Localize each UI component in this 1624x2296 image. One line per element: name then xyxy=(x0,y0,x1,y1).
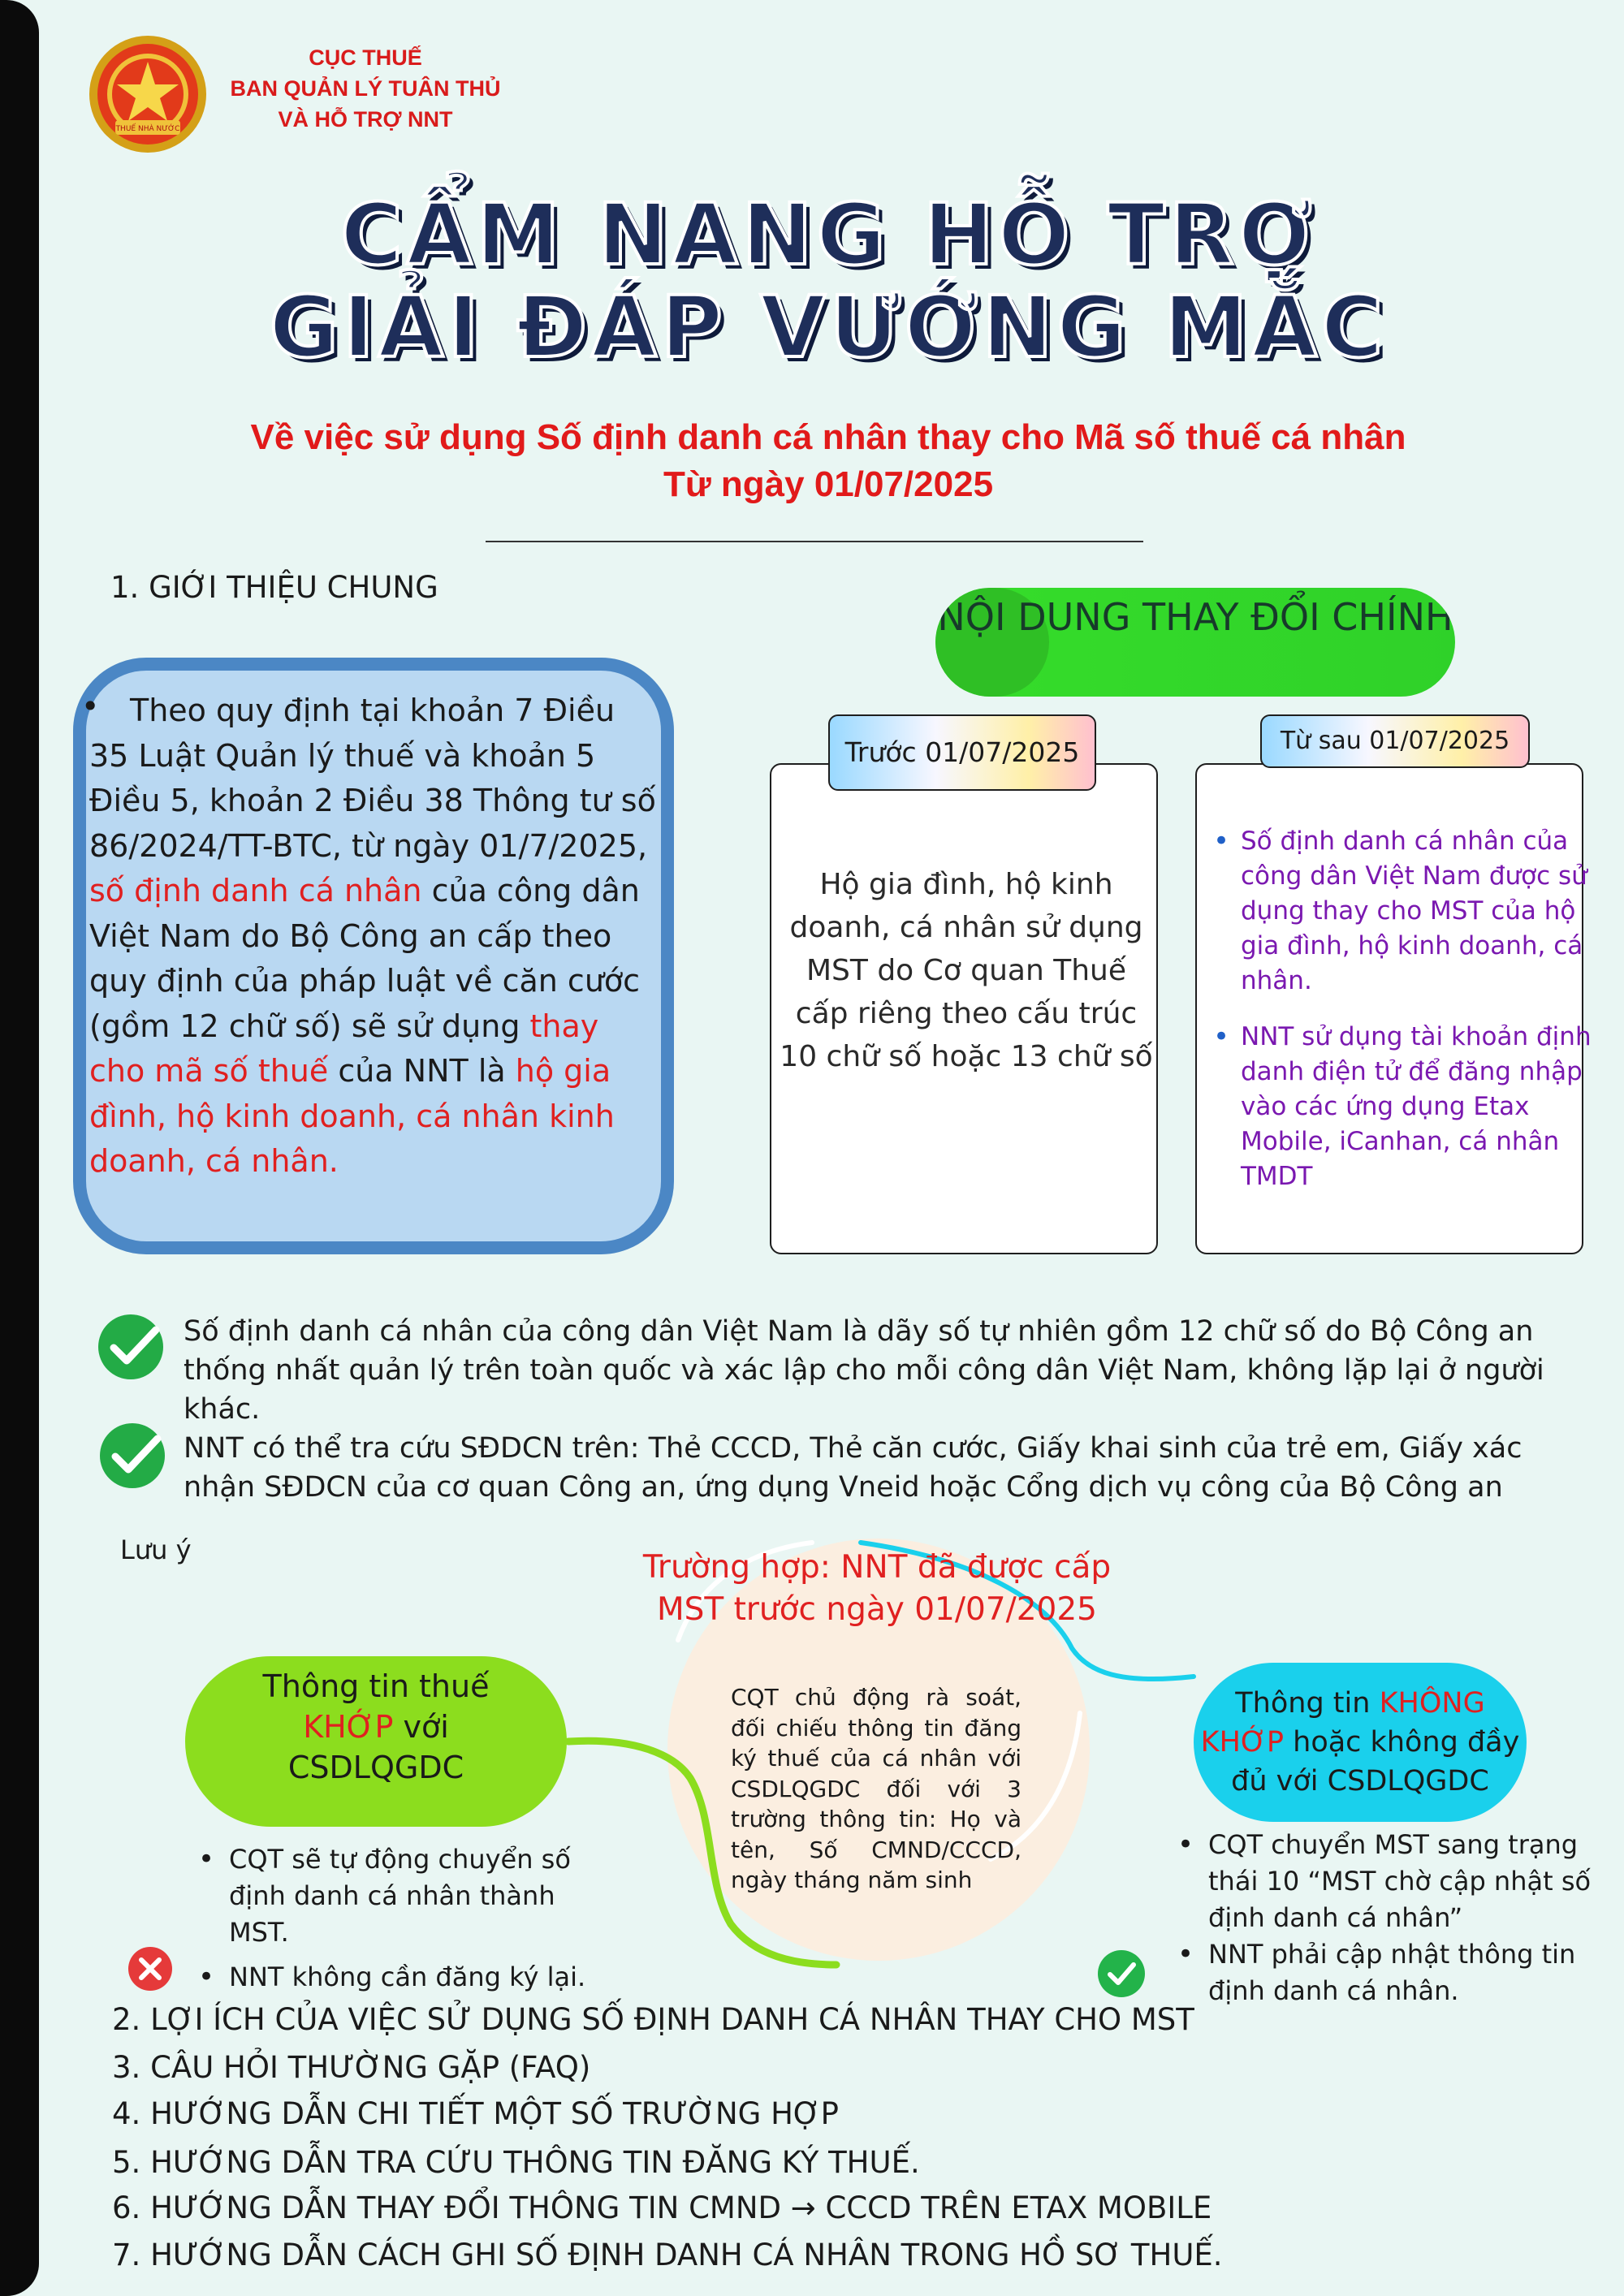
match-line-3: CSDLQGDC xyxy=(287,1750,464,1785)
toc-item-3: 3. CÂU HỎI THƯỜNG GẶP (FAQ) xyxy=(112,2050,591,2085)
note-1: Số định danh cá nhân của công dân Việt Nam là dãy số tự nhiên gồm 12 chữ số do Bộ Công an thống nhất quản lý trên toàn quốc và xác lập cho mỗi công dân Việt Nam, không lặp lại ở người khác. xyxy=(184,1315,1544,1426)
toc-item-4: 4. HƯỚNG DẪN CHI TIẾT MỘT SỐ TRƯỜNG HỢP xyxy=(112,2096,839,2131)
nomatch-post-2: đủ với CSDLQGDC xyxy=(1231,1765,1489,1798)
nomatch-list xyxy=(1208,1827,1598,2009)
match-item: • NNT không cần đăng ký lại. xyxy=(229,1959,586,1996)
intro-highlight-1: số định danh cá nhân xyxy=(89,873,422,908)
agency-line-3: VÀ HỖ TRỢ NNT xyxy=(278,107,453,132)
before-text: Hộ gia đình, hộ kinh doanh, cá nhân sử dụng MST do Cơ quan Thuế cấp riêng theo cấu trúc 10 chữ số hoặc 13 chữ số xyxy=(780,868,1153,1073)
toc-item-7: 7. HƯỚNG DẪN CÁCH GHI SỐ ĐỊNH DANH CÁ NHÂN TRONG HỒ SƠ THUẾ. xyxy=(112,2238,1223,2272)
agency-line-1: CỤC THUẾ xyxy=(309,45,422,70)
title-line-1: CẨM NANG HỖ TRỢ xyxy=(340,185,1316,284)
intro-part-2: của công dân Việt Nam do Bộ Công an cấp theo quy định của pháp luật về căn cước (gồm 12 chữ số) sẽ sử dụng xyxy=(89,873,641,1044)
nomatch-pre: Thông tin xyxy=(1235,1687,1371,1720)
intro-text xyxy=(89,688,658,1185)
toc-item-2: 2. LỢI ÍCH CỦA VIỆC SỬ DỤNG SỐ ĐỊNH DANH CÁ NHÂN THAY CHO MST xyxy=(112,2002,1194,2037)
check-icon xyxy=(94,1310,167,1383)
title-line-2: GIẢI ĐÁP VƯỚNG MẮC xyxy=(269,278,1388,377)
match-pill xyxy=(185,1656,567,1827)
match-with: với xyxy=(403,1709,449,1745)
emblem-text: THUẾ NHÀ NƯỚC xyxy=(115,125,180,133)
note-label: Lưu ý xyxy=(120,1534,192,1565)
section-1-heading: 1. GIỚI THIỆU CHUNG xyxy=(110,570,438,605)
intro-part-3: của NNT là xyxy=(328,1053,516,1089)
toc-item-5: 5. HƯỚNG DẪN TRA CỨU THÔNG TIN ĐĂNG KÝ THUẾ. xyxy=(112,2145,920,2180)
intro-highlight-3: hộ gia đình, hộ kinh doanh, cá nhân kinh doanh, cá nhân. xyxy=(89,1053,615,1179)
after-item: • NNT sử dụng tài khoản định danh điện tử để đăng nhập vào các ứng dụng Etax Mobile, iCanhan, cá nhân TMDT xyxy=(1241,1020,1598,1194)
match-item: • CQT sẽ tự động chuyển số định danh cá nhân thành MST. xyxy=(229,1841,586,1951)
nomatch-keyword-1: KHÔNG xyxy=(1379,1687,1485,1720)
nomatch-pill xyxy=(1194,1663,1527,1822)
intro-bullet: • xyxy=(81,688,100,724)
page-subtitle xyxy=(195,414,1462,508)
close-icon xyxy=(127,1945,174,1992)
subtitle-line-2: Từ ngày 01/07/2025 xyxy=(663,464,994,504)
nomatch-item: • NNT phải cập nhật thông tin định danh cá nhân. xyxy=(1208,1936,1598,2009)
intro-highlight-2: thay cho mã số thuế xyxy=(89,1008,599,1089)
after-list xyxy=(1202,824,1598,1215)
case-body: CQT chủ động rà soát, đối chiếu thông tin đăng ký thuế của cá nhân với CSDLQGDC đối với 3 trường thông tin: Họ và tên, Số CMND/CCCD, ngày tháng năm sinh xyxy=(731,1684,1021,1893)
tax-emblem-icon xyxy=(88,34,208,154)
subtitle-line-1: Về việc sử dụng Số định danh cá nhân thay cho Mã số thuế cá nhân xyxy=(250,417,1406,457)
match-keyword: KHỚP xyxy=(303,1709,394,1745)
after-tag: Từ sau 01/07/2025 xyxy=(1260,714,1530,768)
note-2: NNT có thể tra cứu SĐDCN trên: Thẻ CCCD, Thẻ căn cước, Giấy khai sinh của trẻ em, Giấy xác nhận SĐDCN của cơ quan Công an, ứng dụng Vneid hoặc Cổng dịch vụ công của Bộ Công an xyxy=(184,1432,1522,1504)
check-icon xyxy=(96,1419,169,1492)
check-icon xyxy=(1096,1949,1147,1999)
agency-line-2: BAN QUẢN LÝ TUÂN THỦ xyxy=(230,76,501,101)
divider xyxy=(486,541,1143,542)
agency-name xyxy=(219,42,512,135)
intro-part-1: Theo quy định tại khoản 7 Điều 35 Luật Quản lý thuế và khoản 5 Điều 5, khoản 2 Điều 38 Thông tư số 86/2024/TT-BTC, từ ngày 01/7/2025, xyxy=(89,693,656,864)
after-item: • Số định danh cá nhân của công dân Việt Nam được sử dụng thay cho MST của hộ gia đình, hộ kinh doanh, cá nhân. xyxy=(1241,824,1598,999)
before-tag: Trước 01/07/2025 xyxy=(828,714,1096,791)
case-title: Trường hợp: NNT đã được cấp MST trước ngày 01/07/2025 xyxy=(642,1549,1112,1628)
main-change-label: NỘI DUNG THAY ĐỔI CHÍNH xyxy=(937,595,1453,639)
page-title xyxy=(195,185,1462,377)
toc-item-6: 6. HƯỚNG DẪN THAY ĐỔI THÔNG TIN CMND → CCCD TRÊN ETAX MOBILE xyxy=(112,2190,1212,2225)
nomatch-post-1: hoặc không đầy xyxy=(1284,1726,1520,1759)
nomatch-keyword-2: KHỚP xyxy=(1200,1726,1285,1759)
match-list xyxy=(229,1841,586,1996)
match-line-1: Thông tin thuế xyxy=(262,1668,490,1704)
nomatch-item: • CQT chuyển MST sang trạng thái 10 “MST chờ cập nhật số định danh cá nhân” xyxy=(1208,1827,1598,1936)
main-change-pill xyxy=(935,588,1455,697)
